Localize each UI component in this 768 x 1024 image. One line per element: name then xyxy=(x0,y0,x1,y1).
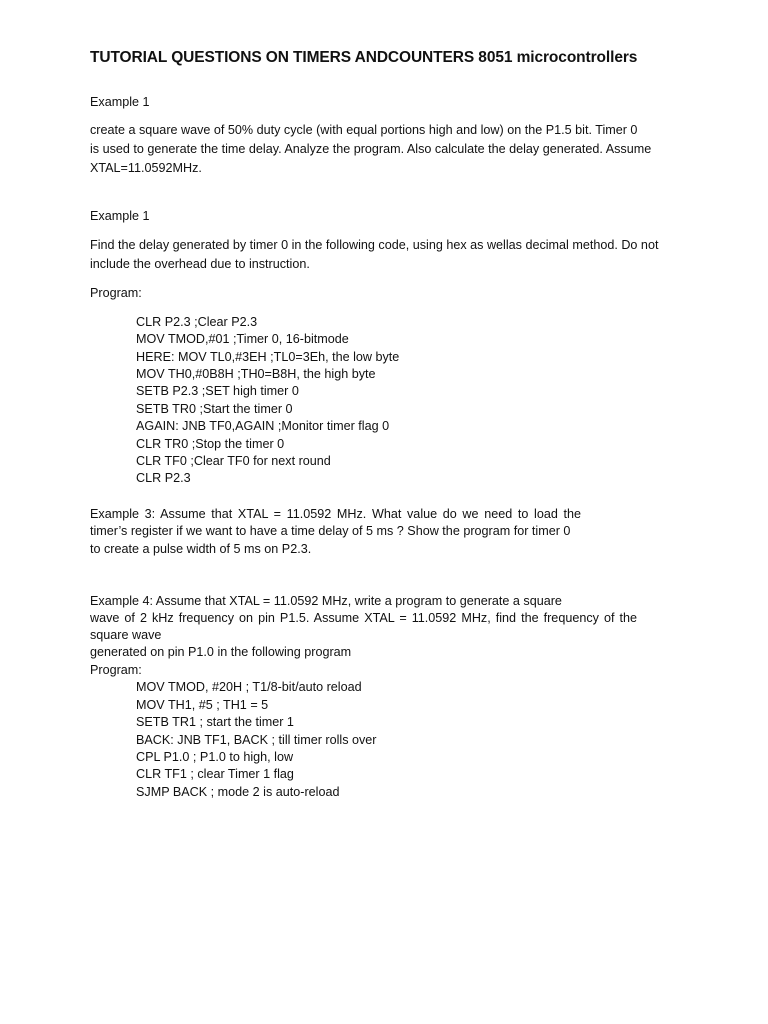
code-line: MOV TH1, #5 ; TH1 = 5 xyxy=(136,698,269,712)
section-3-text-line: timer’s register if we want to have a time delay of 5 ms ? Show the program for timer 0 xyxy=(90,524,571,538)
section-4-program-label: Program: xyxy=(90,663,142,677)
code-line: CPL P1.0 ; P1.0 to high, low xyxy=(136,750,294,764)
code-line: SETB TR1 ; start the timer 1 xyxy=(136,715,294,729)
code-line: CLR TR0 ;Stop the timer 0 xyxy=(136,437,285,451)
code-line: MOV TMOD, #20H ; T1/8-bit/auto reload xyxy=(136,680,362,694)
code-line: CLR TF1 ; clear Timer 1 flag xyxy=(136,767,294,781)
code-line: MOV TMOD,#01 ;Timer 0, 16-bitmode xyxy=(136,332,349,346)
section-2-program-label: Program: xyxy=(90,286,142,300)
code-line: CLR TF0 ;Clear TF0 for next round xyxy=(136,454,331,468)
section-1-heading: Example 1 xyxy=(90,95,150,109)
section-4-text-line: generated on pin P1.0 in the following program xyxy=(90,645,352,659)
section-4-text-line: wave of 2 kHz frequency on pin P1.5. Assume XTAL = 11.0592 MHz, find the frequency of the xyxy=(90,611,637,625)
section-1-text-line: is used to generate the time delay. Analyze the program. Also calculate the delay generated. Assume xyxy=(90,142,652,156)
code-line: BACK: JNB TF1, BACK ; till timer rolls over xyxy=(136,733,377,747)
section-3-text-line: Example 3: Assume that XTAL = 11.0592 MHz. What value do we need to load the xyxy=(90,507,581,521)
section-4-text-line: Example 4: Assume that XTAL = 11.0592 MHz, write a program to generate a square xyxy=(90,594,562,608)
section-2-text-line: Find the delay generated by timer 0 in the following code, using hex as wellas decimal method. Do not xyxy=(90,238,659,252)
section-2-text-line: include the overhead due to instruction. xyxy=(90,257,310,271)
section-2-heading: Example 1 xyxy=(90,209,150,223)
section-4-text-line: square wave xyxy=(90,628,162,642)
code-line: CLR P2.3 xyxy=(136,471,191,485)
code-line: CLR P2.3 ;Clear P2.3 xyxy=(136,315,258,329)
code-line: SETB TR0 ;Start the timer 0 xyxy=(136,402,293,416)
section-3-text-line: to create a pulse width of 5 ms on P2.3. xyxy=(90,542,312,556)
section-1-text-line: XTAL=11.0592MHz. xyxy=(90,161,202,175)
section-1-text-line: create a square wave of 50% duty cycle (with equal portions high and low) on the P1.5 bit. Timer 0 xyxy=(90,123,638,137)
code-line: SJMP BACK ; mode 2 is auto-reload xyxy=(136,785,340,799)
code-line: SETB P2.3 ;SET high timer 0 xyxy=(136,384,299,398)
code-line: HERE: MOV TL0,#3EH ;TL0=3Eh, the low byte xyxy=(136,350,400,364)
page-title: TUTORIAL QUESTIONS ON TIMERS ANDCOUNTERS 8051 microcontrollers xyxy=(90,49,638,66)
code-line: MOV TH0,#0B8H ;TH0=B8H, the high byte xyxy=(136,367,376,381)
code-line: AGAIN: JNB TF0,AGAIN ;Monitor timer flag 0 xyxy=(136,419,390,433)
